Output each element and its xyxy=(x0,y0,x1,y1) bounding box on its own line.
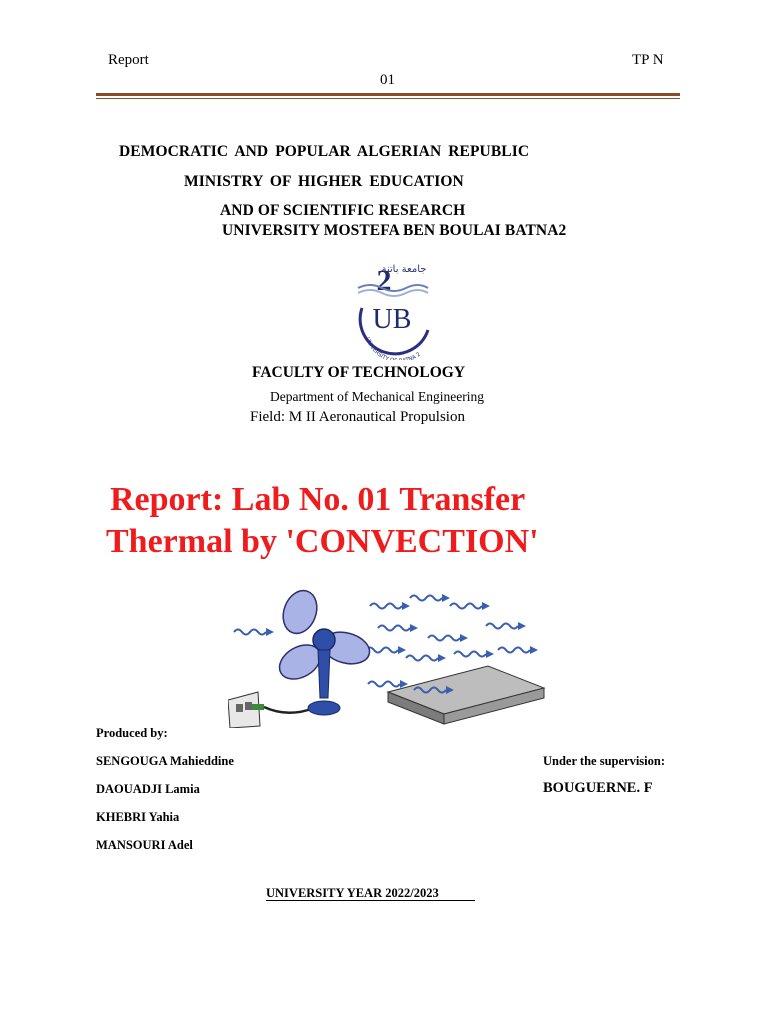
electric-fan-icon xyxy=(273,588,373,715)
logo-numeral: 2 xyxy=(376,264,392,297)
faculty-name: FACULTY OF TECHNOLOGY xyxy=(252,364,466,381)
university-logo xyxy=(340,248,440,360)
ministry-line: MINISTRY OF HIGHER EDUCATION xyxy=(184,173,464,190)
author-name: DAOUADJI Lamia xyxy=(96,782,200,796)
header-right-text: TP N xyxy=(632,52,664,68)
logo-initials: UB xyxy=(372,304,412,335)
report-title-line-1: Report: Lab No. 01 Transfer xyxy=(110,481,526,518)
author-name: SENGOUGA Mahieddine xyxy=(96,754,234,768)
wall-outlet-icon xyxy=(228,692,314,728)
header-rule-thin xyxy=(96,98,680,99)
supervision-label: Under the supervision: xyxy=(543,754,666,768)
research-line: AND OF SCIENTIFIC RESEARCH xyxy=(220,202,466,219)
department-name: Department of Mechanical Engineering xyxy=(270,389,485,404)
author-name: KHEBRI Yahia xyxy=(96,810,180,824)
logo-ring-text: UNIVERSITY NA 2 xyxy=(364,336,422,360)
convection-illustration xyxy=(228,588,558,728)
produced-by-label: Produced by: xyxy=(96,726,168,740)
republic-line: DEMOCRATIC AND POPULAR ALGERIAN REPUBLIC xyxy=(119,143,530,160)
university-year: UNIVERSITY YEAR 2022/2023 xyxy=(266,886,475,901)
header-rule-thick xyxy=(96,93,680,96)
logo-arabic-text: جامعة باتنة xyxy=(381,264,427,275)
supervisor-name: BOUGUERNE. F xyxy=(543,780,653,796)
heated-plate-icon xyxy=(388,666,544,724)
university-logo-icon xyxy=(340,248,440,360)
report-title-line-2: Thermal by 'CONVECTION' xyxy=(106,523,539,560)
header-number: 01 xyxy=(380,72,395,88)
field-name: Field: M II Aeronautical Propulsion xyxy=(250,409,465,425)
author-name: MANSOURI Adel xyxy=(96,838,193,852)
header-left-text: Report xyxy=(108,52,149,68)
university-line: UNIVERSITY MOSTEFA BEN BOULAI BATNA2 xyxy=(222,222,567,239)
